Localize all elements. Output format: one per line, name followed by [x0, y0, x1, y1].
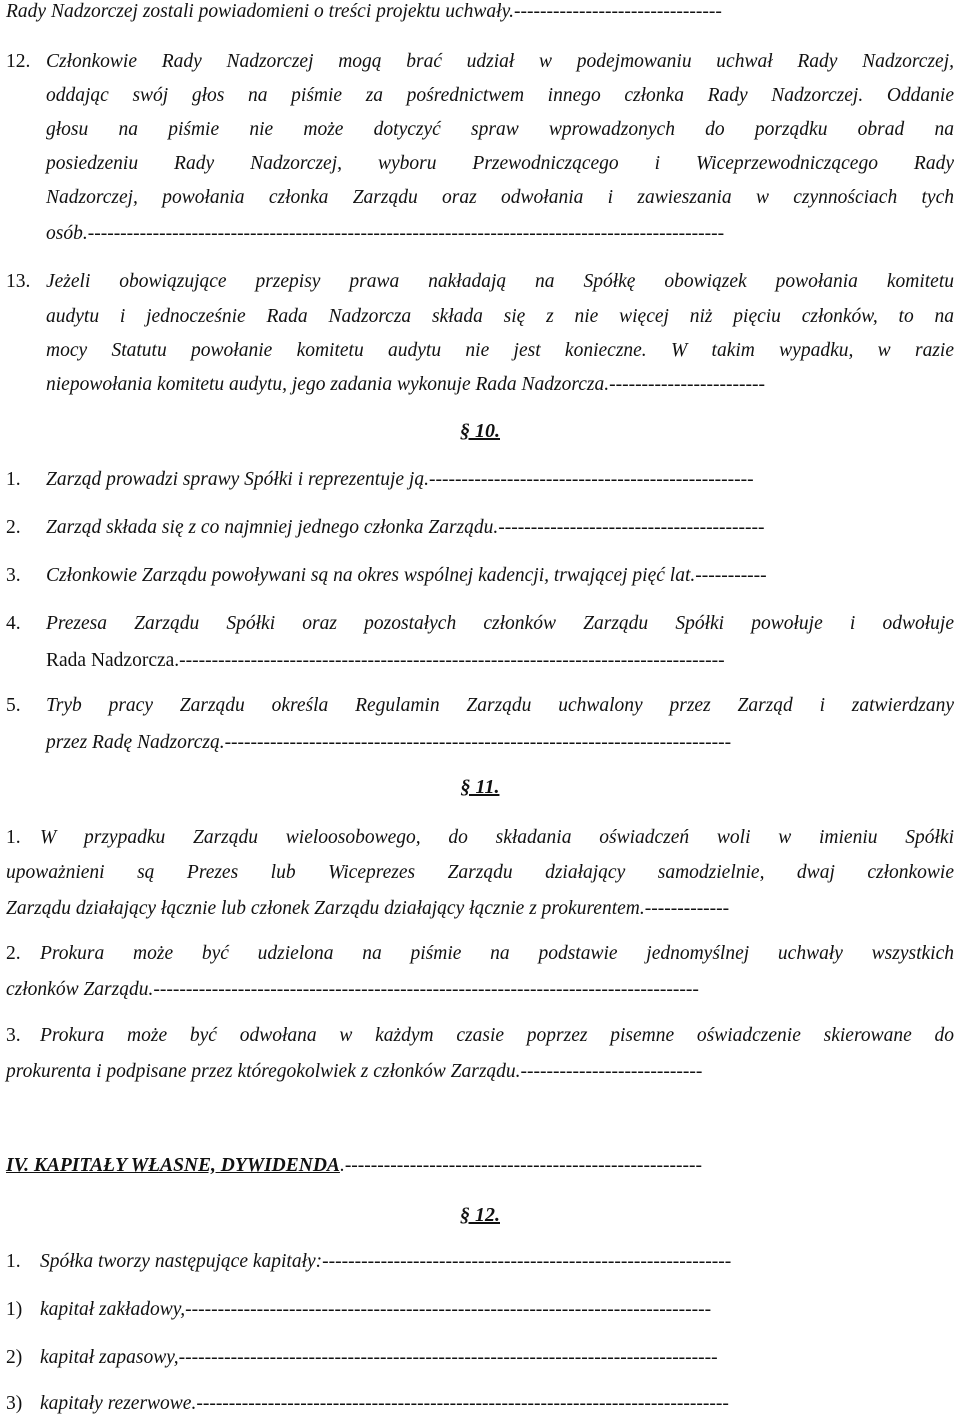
text-line: Rady Nadzorczej zostali powiadomieni o treści projektu uchwały.-------------------------------- — [6, 1, 722, 22]
section-heading-11: § 11. — [460, 776, 500, 798]
section-heading-12: § 12. — [460, 1204, 500, 1226]
chapter-heading: IV. KAPITAŁY WŁASNE, DYWIDENDA.------------------------------------------------------- — [6, 1155, 702, 1176]
section-heading-10: § 10. — [460, 420, 500, 442]
